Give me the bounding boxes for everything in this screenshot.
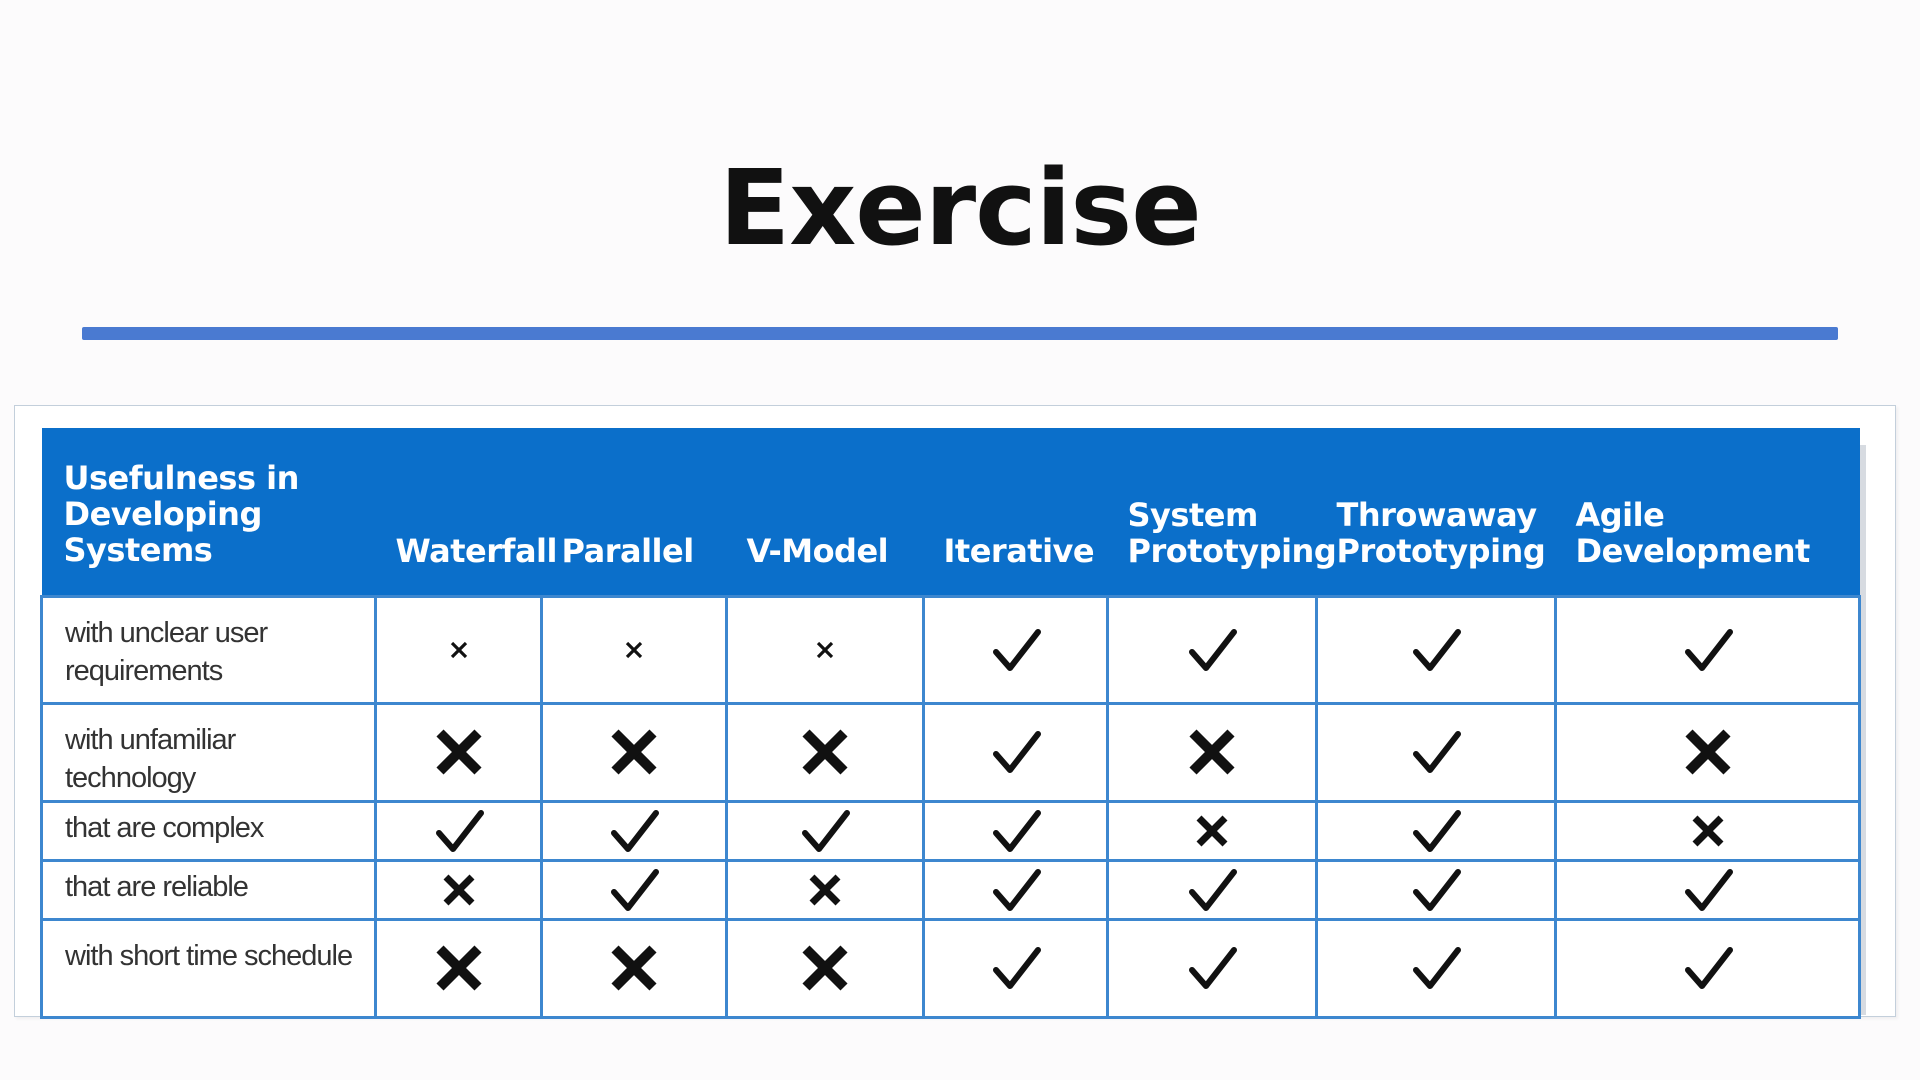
mark-cell xyxy=(924,801,1108,860)
mark-cell xyxy=(1317,919,1556,1017)
row-label: with short time schedule xyxy=(42,919,376,1017)
row-label: with unclear user requirements xyxy=(42,596,376,703)
bold-cross-icon xyxy=(607,725,661,779)
cross-icon xyxy=(439,870,479,910)
mark-cell xyxy=(542,919,727,1017)
cross-icon xyxy=(1192,811,1232,851)
check-icon xyxy=(988,862,1044,918)
mark-cell xyxy=(376,801,542,860)
check-icon xyxy=(606,803,662,859)
mark-cell xyxy=(1317,860,1556,919)
mark-cell xyxy=(1556,703,1860,801)
bold-cross-icon xyxy=(798,941,852,995)
small-cross-icon xyxy=(622,638,646,662)
mark-cell xyxy=(1556,596,1860,703)
cross-icon xyxy=(805,870,845,910)
check-icon xyxy=(797,803,853,859)
mark-cell xyxy=(727,860,924,919)
header-iterative: Iterative xyxy=(924,428,1108,596)
mark-cell xyxy=(376,860,542,919)
mark-cell xyxy=(727,919,924,1017)
header-throwaway-prototyping: Throwaway Prototyping xyxy=(1317,428,1556,596)
table-row xyxy=(42,801,1860,860)
header-v-model: V-Model xyxy=(727,428,924,596)
check-icon xyxy=(988,724,1044,780)
mark-cell xyxy=(1108,703,1317,801)
check-icon xyxy=(606,862,662,918)
check-icon xyxy=(1184,940,1240,996)
mark-cell xyxy=(727,801,924,860)
small-cross-icon xyxy=(813,638,837,662)
mark-cell xyxy=(1108,801,1317,860)
mark-cell xyxy=(924,596,1108,703)
bold-cross-icon xyxy=(432,941,486,995)
table-row xyxy=(42,860,1860,919)
check-icon xyxy=(988,803,1044,859)
mark-cell xyxy=(542,801,727,860)
small-cross-icon xyxy=(447,638,471,662)
check-icon xyxy=(1184,622,1240,678)
mark-cell xyxy=(1108,919,1317,1017)
row-label: with unfamiliar technology xyxy=(42,703,376,801)
table-row xyxy=(42,596,1860,703)
mark-cell xyxy=(1317,596,1556,703)
check-icon xyxy=(1184,862,1240,918)
mark-cell xyxy=(542,596,727,703)
mark-cell xyxy=(924,919,1108,1017)
check-icon xyxy=(1408,724,1464,780)
header-usefulness: Usefulness in Developing Systems xyxy=(42,428,376,596)
check-icon xyxy=(431,803,487,859)
bold-cross-icon xyxy=(798,725,852,779)
check-icon xyxy=(1408,803,1464,859)
mark-cell xyxy=(1556,860,1860,919)
mark-cell xyxy=(376,703,542,801)
header-waterfall: Waterfall xyxy=(376,428,542,596)
table-header-row xyxy=(42,428,1860,596)
bold-cross-icon xyxy=(1681,725,1735,779)
mark-cell xyxy=(1108,860,1317,919)
header-system-prototyping: System Prototyping xyxy=(1108,428,1317,596)
check-icon xyxy=(1408,862,1464,918)
row-label: that are complex xyxy=(42,801,376,860)
table-row xyxy=(42,919,1860,1017)
check-icon xyxy=(1408,622,1464,678)
check-icon xyxy=(1408,940,1464,996)
bold-cross-icon xyxy=(607,941,661,995)
header-parallel: Parallel xyxy=(542,428,727,596)
cross-icon xyxy=(1688,811,1728,851)
bold-cross-icon xyxy=(432,725,486,779)
row-label: that are reliable xyxy=(42,860,376,919)
mark-cell xyxy=(924,860,1108,919)
check-icon xyxy=(1680,940,1736,996)
bold-cross-icon xyxy=(1185,725,1239,779)
mark-cell xyxy=(727,596,924,703)
mark-cell xyxy=(376,919,542,1017)
mark-cell xyxy=(1556,919,1860,1017)
check-icon xyxy=(988,622,1044,678)
mark-cell xyxy=(924,703,1108,801)
slide-title: Exercise xyxy=(719,147,1201,269)
check-icon xyxy=(1680,622,1736,678)
mark-cell xyxy=(376,596,542,703)
mark-cell xyxy=(1317,703,1556,801)
table-row xyxy=(42,703,1860,801)
check-icon xyxy=(988,940,1044,996)
mark-cell xyxy=(1108,596,1317,703)
mark-cell xyxy=(727,703,924,801)
mark-cell xyxy=(1556,801,1860,860)
mark-cell xyxy=(1317,801,1556,860)
check-icon xyxy=(1680,862,1736,918)
mark-cell xyxy=(542,703,727,801)
header-agile-development: Agile Development xyxy=(1556,428,1860,596)
usefulness-table xyxy=(40,428,1861,1019)
mark-cell xyxy=(542,860,727,919)
title-divider xyxy=(82,327,1838,340)
